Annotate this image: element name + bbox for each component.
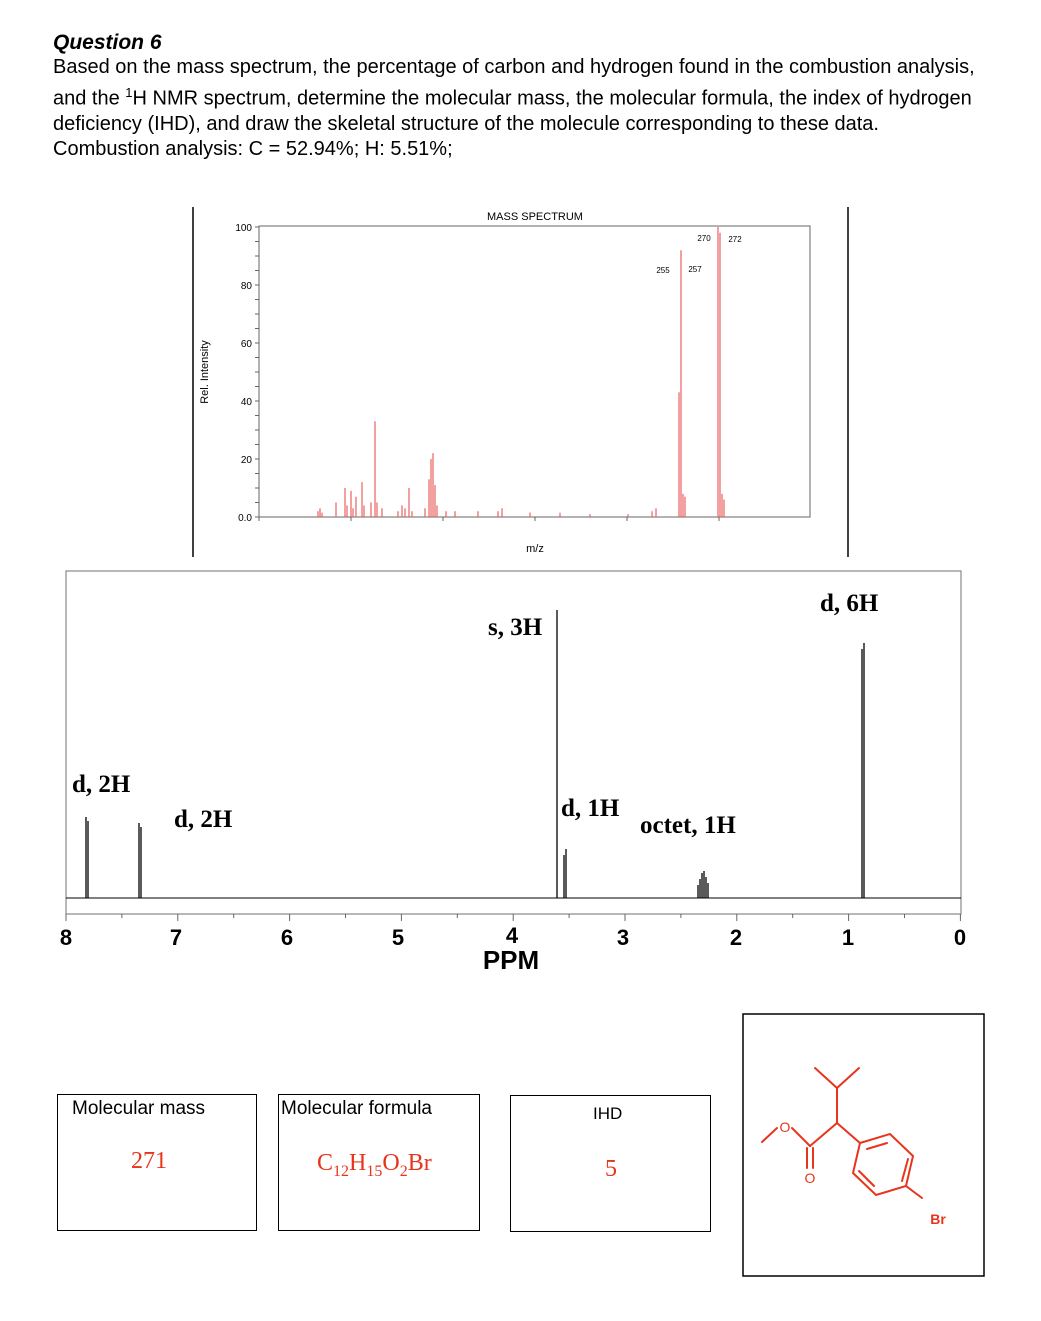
- ms-ytick: 0.0: [238, 513, 252, 524]
- molecular-mass-box: [57, 1094, 257, 1231]
- ms-xlabel: m/z: [526, 543, 544, 555]
- nmr-signal-label: d, 2H: [174, 806, 233, 833]
- molecular-formula-box: [278, 1094, 480, 1231]
- molecular-mass-value: 271: [131, 1148, 167, 1174]
- ms-plot-frame: [259, 226, 810, 517]
- ms-peak-label-270: 270: [697, 234, 711, 243]
- question-title: Question 6: [53, 31, 162, 54]
- ms-ytick: 60: [240, 339, 252, 350]
- nmr-tick: 4: [505, 923, 519, 948]
- ms-peak-label-255: 255: [656, 266, 670, 275]
- structure-atom-o-ester: O: [779, 1119, 791, 1135]
- ms-ylabel: Rel. Intensity: [199, 340, 211, 404]
- molecular-formula-value: $C_{12}H_{15}O_2Br$: [317, 1150, 432, 1180]
- nmr-tick-marks: [66, 914, 960, 921]
- nmr-tick: 3: [616, 925, 630, 950]
- structure-box-frame: [743, 1014, 984, 1276]
- nmr-signal-label: octet, 1H: [640, 812, 736, 839]
- skeletal-structure: [742, 1013, 986, 1278]
- ms-ytick: 80: [240, 281, 252, 292]
- nmr-tick: 6: [280, 925, 294, 950]
- nmr-tick: 1: [841, 925, 855, 950]
- nmr-tick: 5: [391, 925, 405, 950]
- nmr-signal-labels: [72, 590, 879, 839]
- structure-atom-o-carbonyl: O: [804, 1170, 816, 1186]
- ms-tick-marks: [255, 227, 719, 521]
- ihd-value: 5: [605, 1156, 617, 1182]
- molecular-mass-label: Molecular mass: [72, 1098, 206, 1119]
- nmr-tick: 8: [59, 925, 73, 950]
- ms-peak-label-257: 257: [688, 265, 702, 274]
- nmr-tick: 2: [729, 925, 743, 950]
- mass-spectrum-chart: [0, 0, 1041, 565]
- nmr-tick: 7: [169, 925, 183, 950]
- nmr-peaks: [86, 610, 864, 898]
- nmr-spectrum-chart: [0, 565, 1041, 985]
- combustion-analysis: Combustion analysis: C = 52.94%; H: 5.51%;: [53, 137, 453, 160]
- nmr-signal-label: d, 1H: [561, 795, 620, 822]
- ihd-label: IHD: [593, 1104, 623, 1123]
- nmr-signal-label: s, 3H: [488, 614, 543, 641]
- ms-peak-label-272: 272: [728, 235, 742, 244]
- ms-ytick: 20: [240, 455, 252, 466]
- ms-y-ticks: [235, 223, 252, 524]
- question-text: Based on the mass spectrum, the percentage of carbon and hydrogen found in the combustion analysis, and the $^1$H NMR spectrum, determine the molecular mass, the molecular formula, the index of hydrogen deficiency (IHD), and draw the skeletal structure of the molecule corresponding to these data.: [53, 56, 975, 135]
- molecular-formula-label: Molecular formula: [281, 1098, 432, 1119]
- ms-ytick: 100: [235, 223, 252, 234]
- ihd-box: [510, 1095, 711, 1232]
- ms-ytick: 40: [240, 397, 252, 408]
- ms-title: MASS SPECTRUM: [487, 211, 583, 223]
- nmr-xlabel: PPM: [482, 945, 540, 975]
- structure-atom-br: Br: [930, 1211, 946, 1227]
- nmr-tick: 0: [953, 925, 967, 950]
- nmr-signal-label: d, 6H: [820, 590, 879, 617]
- nmr-signal-label: d, 2H: [72, 771, 131, 798]
